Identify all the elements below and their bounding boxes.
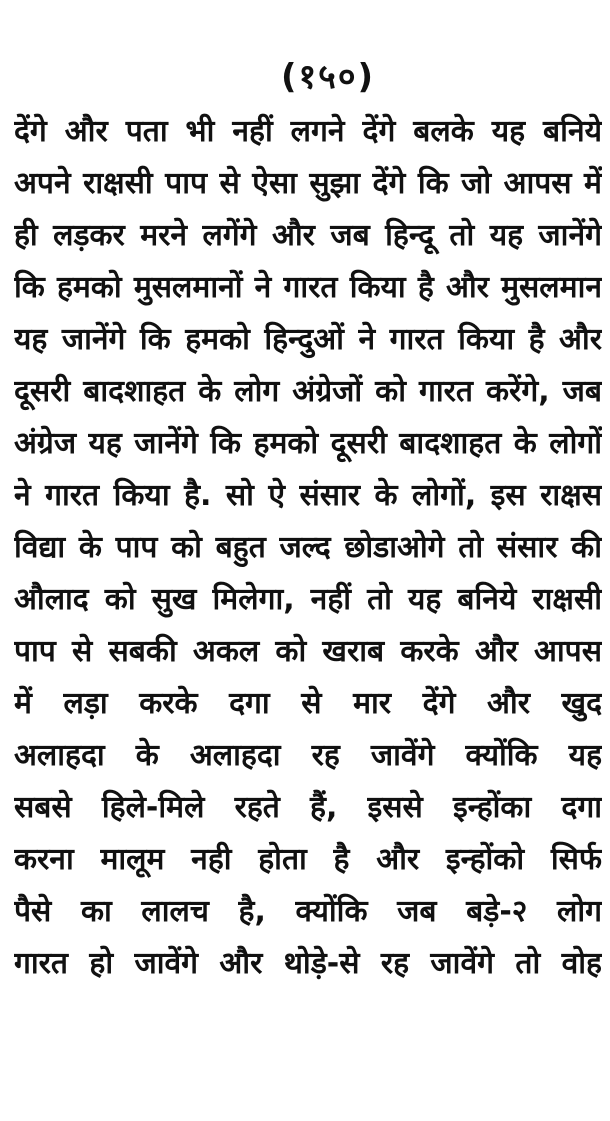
text-line: पाप से सबकी अकल को खराब करके और आपस: [14, 634, 602, 669]
text-line: पैसे का लालच है, क्योंकि जब बड़े-२ लोग: [14, 894, 602, 929]
text-line: सबसे हिले-मिले रहते हैं, इससे इन्होंका दगा: [14, 790, 602, 825]
text-line: यह जानेंगे कि हमको हिन्दुओं ने गारत किया है और: [14, 322, 602, 357]
text-line: कि हमको मुसलमानों ने गारत किया है और मुसलमान: [14, 270, 602, 305]
text-line: अंग्रेज यह जानेंगे कि हमको दूसरी बादशाहत के लोगों: [14, 426, 602, 461]
text-line: अलाहदा के अलाहदा रह जावेंगे क्योंकि यह: [14, 738, 602, 773]
body-text: [14, 106, 602, 990]
text-line: में लड़ा करके दगा से मार देंगे और खुद: [14, 686, 602, 721]
text-line: अपने राक्षसी पाप से ऐसा सुझा देंगे कि जो आपस में: [14, 166, 602, 201]
text-line: गारत हो जावेंगे और थोड़े-से रह जावेंगे तो वोह: [14, 946, 602, 981]
page-number: (१५०): [280, 57, 376, 97]
text-line: दूसरी बादशाहत के लोग अंग्रेजों को गारत करेंगे, जब: [14, 374, 602, 409]
text-line: ही लड़कर मरने लगेंगे और जब हिन्दू तो यह जानेंगे: [14, 218, 602, 253]
text-line: विद्या के पाप को बहुत जल्द छोडाओगे तो संसार की: [14, 530, 602, 565]
text-line: देंगे और पता भी नहीं लगने देंगे बलके यह बनिये: [14, 114, 602, 149]
text-line: ने गारत किया है. सो ऐ संसार के लोगों, इस राक्षस: [14, 478, 602, 513]
text-line: औलाद को सुख मिलेगा, नहीं तो यह बनिये राक्षसी: [14, 582, 602, 617]
text-line: करना मालूम नही होता है और इन्होंको सिर्फ: [14, 842, 602, 877]
